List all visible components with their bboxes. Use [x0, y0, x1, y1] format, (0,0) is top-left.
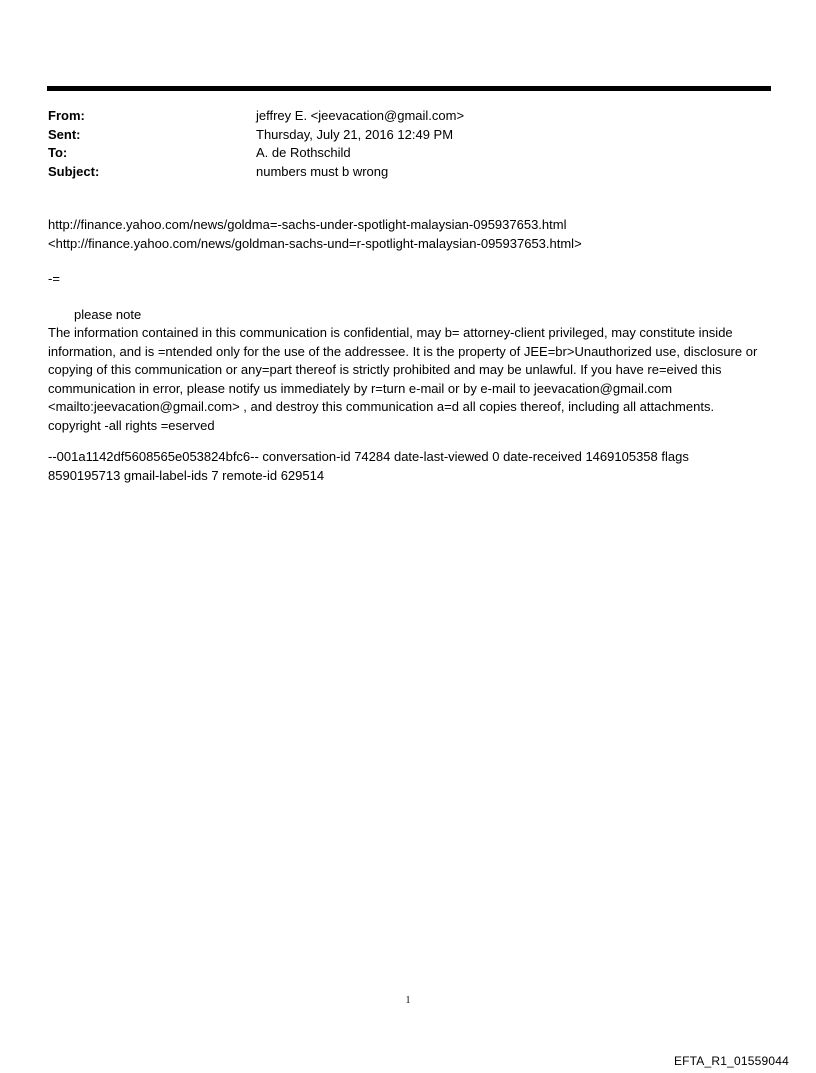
url-block [48, 216, 768, 253]
from-value: jeffrey E. <jeevacation@gmail.com> [256, 108, 465, 123]
please-note: please note [74, 307, 142, 322]
to-row [48, 144, 768, 163]
sent-value: Thursday, July 21, 2016 12:49 PM [256, 126, 454, 142]
sent-row [48, 126, 768, 145]
header-divider [47, 86, 771, 91]
document-id: EFTA_R1_01559044 [673, 1054, 789, 1068]
subject-label: Subject: [48, 163, 100, 179]
separator-text: -= [48, 271, 60, 286]
sent-label: Sent: [48, 126, 81, 142]
subject-value: numbers must b wrong [256, 163, 389, 179]
email-header [48, 107, 768, 181]
page-number: 1 [405, 995, 411, 1006]
url-line-2: <http://finance.yahoo.com/news/goldman-sachs-und=r-spotlight-malaysian-095937653.html> [48, 235, 582, 251]
subject-row [48, 163, 768, 182]
to-value: A. de Rothschild [256, 145, 351, 160]
from-row [48, 107, 768, 126]
message-metadata: --001a1142df5608565e053824bfc6-- conversation-id 74284 date-last-viewed 0 date-received 1469105358 flags 8590195713 gmail-label-ids 7 remote-id 629514 [48, 449, 689, 483]
disclaimer-paragraph: The information contained in this communication is confidential, may b= attorney-client privileged, may constitute inside information, and is =ntended only for the use of the addressee. It is the property of JEE=br>Unauthorized use, disclosure or copying of this communication or any=part thereof is strictly prohibited and may be unlawful. If you have re=eived this communication in error, please notify us immediately by r=turn e-mail or by e-mail to jeevacation@gmail.com <mailto:jeevacation@gmail.com> , and destroy this communication a=d all copies thereof, including all attachments. copyright -all rights =eserved [48, 325, 758, 433]
url-line-1: http://finance.yahoo.com/news/goldma=-sachs-under-spotlight-malaysian-095937653.html [48, 217, 567, 232]
from-label: From: [48, 108, 85, 123]
to-label: To: [48, 145, 68, 160]
